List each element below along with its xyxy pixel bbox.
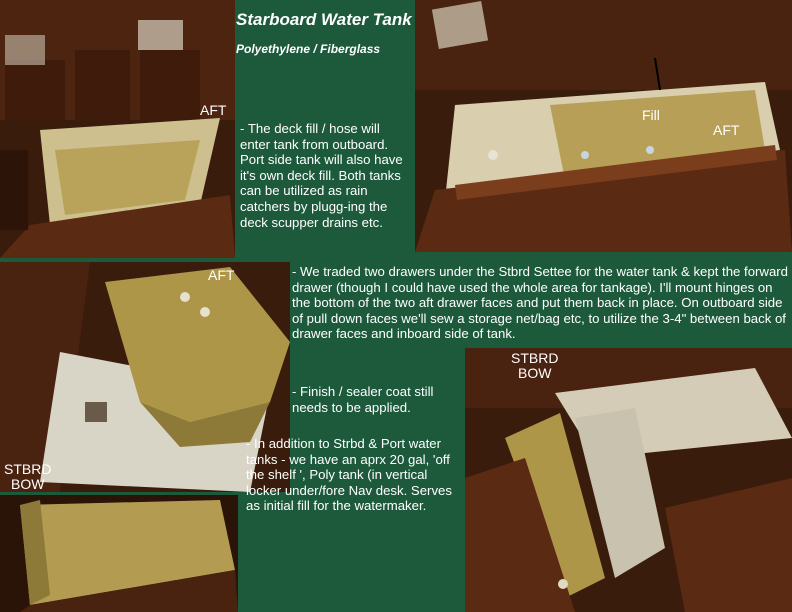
label-stbrd-bow-1-line2: BOW bbox=[11, 476, 45, 492]
photo-tank-removed bbox=[465, 348, 792, 612]
note-deck-fill-text: - The deck fill / hose will enter tank from outboard. Port side tank will also have it's own deck fill. Both tanks can be utilized as rain catchers by plugg-ing the deck scupper drains etc. bbox=[240, 121, 403, 230]
label-stbrd-bow-1-line1: STBRD bbox=[4, 461, 52, 477]
photo-tank-bay-aft bbox=[0, 0, 235, 258]
photo-poly-tank bbox=[0, 495, 238, 612]
label-stbrd-bow-1 bbox=[4, 462, 51, 492]
label-stbrd-bow-2-line1: STBRD bbox=[511, 350, 559, 366]
note-additional-tanks-text: - In addition to Strbd & Port water tanks - we have an aprx 20 gal, 'off the shelf ', Poly tank (in vertical locker under/fore Nav desk. Serves as initial fill for the watermaker. bbox=[246, 436, 452, 514]
note-finish bbox=[292, 384, 462, 415]
note-deck-fill bbox=[240, 121, 412, 230]
note-drawers bbox=[292, 264, 790, 342]
label-stbrd-bow-2 bbox=[511, 351, 558, 381]
note-drawers-text: - We traded two drawers under the Stbrd Settee for the water tank & kept the forward drawer (though I could have used the whole area for tankage). I'll mount hinges on the bottom of the two aft drawer faces and put them back in place. On outboard side of pull down faces we'll sew a storage net/bag etc, to utilize the 3-4" between back of drawer faces and inboard side of tank. bbox=[292, 264, 789, 342]
note-finish-text: - Finish / sealer coat still needs to be applied. bbox=[292, 384, 434, 415]
label-aft-1: AFT bbox=[200, 102, 227, 118]
label-fill: Fill bbox=[642, 107, 660, 123]
label-stbrd-bow-2-line2: BOW bbox=[518, 365, 552, 381]
page-title: Starboard Water Tank bbox=[236, 10, 412, 29]
note-additional-tanks bbox=[246, 436, 466, 514]
label-aft-2: AFT bbox=[713, 122, 740, 138]
label-aft-3: AFT bbox=[208, 267, 235, 283]
page-subtitle: Polyethylene / Fiberglass bbox=[236, 42, 381, 56]
